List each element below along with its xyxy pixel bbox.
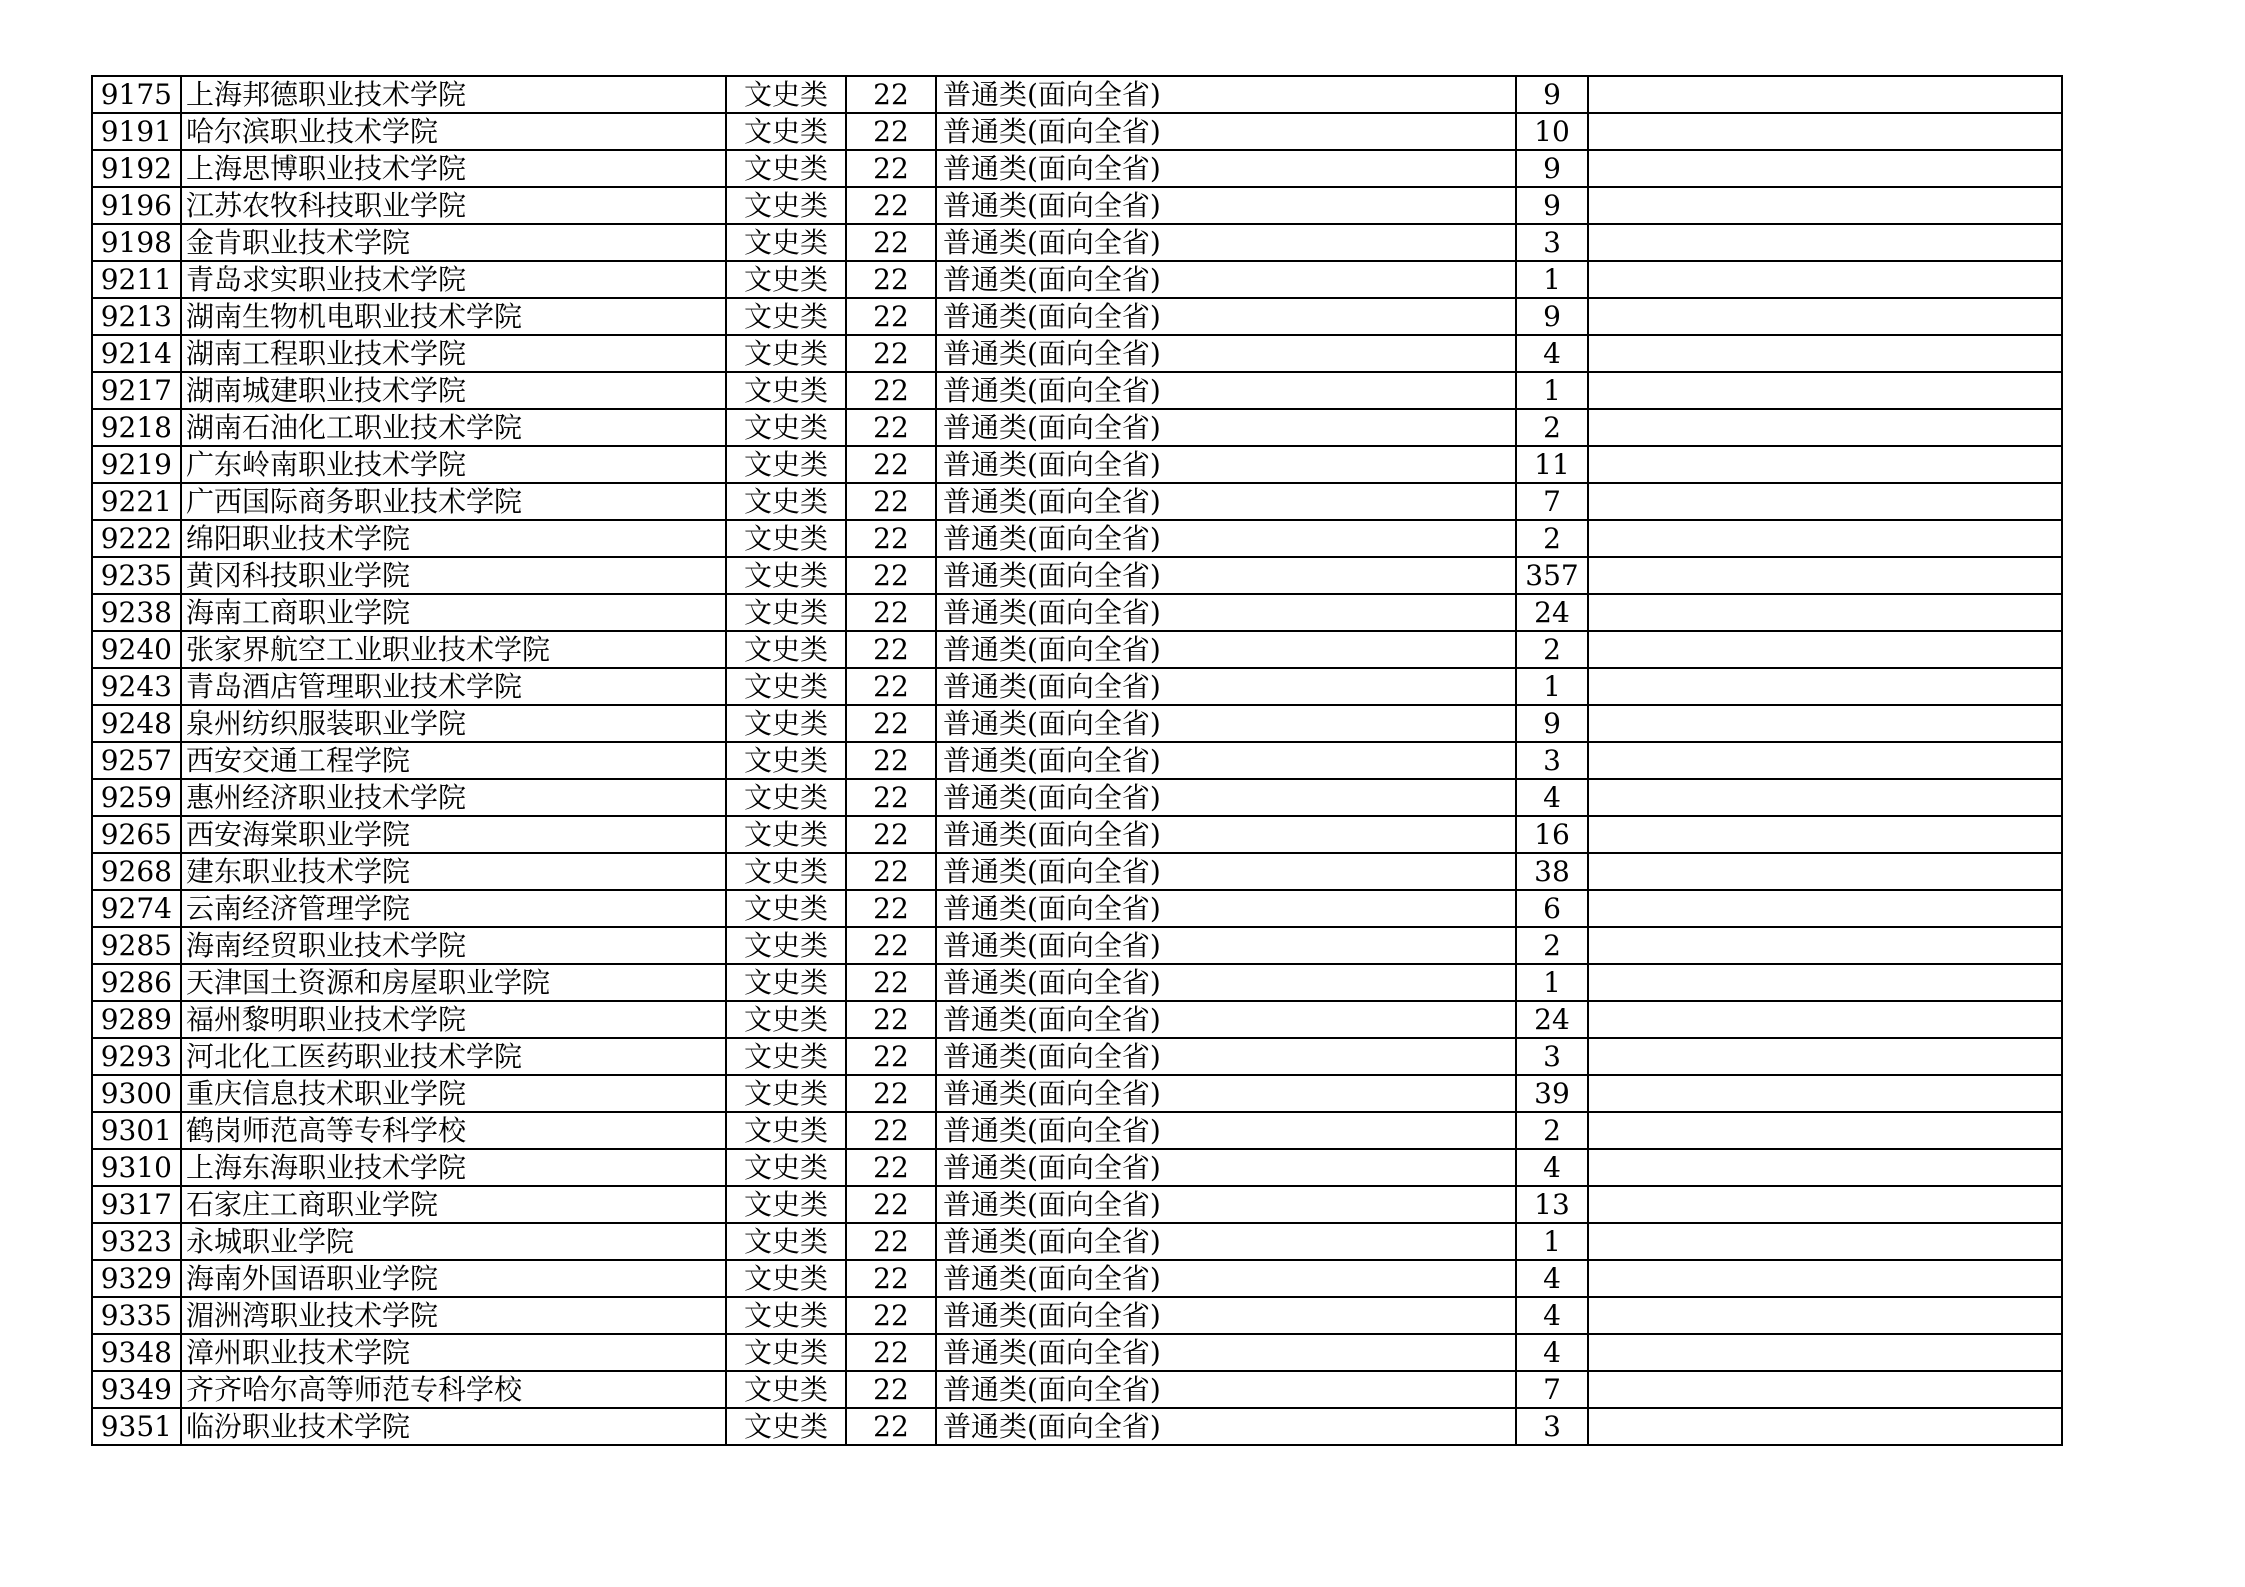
note-cell (1588, 1408, 2062, 1445)
school-name-cell: 哈尔滨职业技术学院 (181, 113, 726, 150)
category-cell: 文史类 (726, 1186, 846, 1223)
table-body (92, 76, 2062, 1445)
plan-count-cell: 24 (1516, 594, 1588, 631)
school-code-cell: 9285 (92, 927, 181, 964)
batch-cell: 22 (846, 853, 936, 890)
plan-type-cell: 普通类(面向全省) (936, 483, 1516, 520)
table-row (92, 1186, 2062, 1223)
plan-count-cell: 4 (1516, 1297, 1588, 1334)
batch-cell: 22 (846, 224, 936, 261)
category-cell: 文史类 (726, 1001, 846, 1038)
batch-cell: 22 (846, 1075, 936, 1112)
school-code-cell: 9192 (92, 150, 181, 187)
note-cell (1588, 1297, 2062, 1334)
plan-count-cell: 2 (1516, 1112, 1588, 1149)
batch-cell: 22 (846, 594, 936, 631)
table-row (92, 335, 2062, 372)
table-row (92, 816, 2062, 853)
plan-count-cell: 3 (1516, 224, 1588, 261)
category-cell: 文史类 (726, 779, 846, 816)
school-code-cell: 9198 (92, 224, 181, 261)
batch-cell: 22 (846, 446, 936, 483)
batch-cell: 22 (846, 298, 936, 335)
school-name-cell: 永城职业学院 (181, 1223, 726, 1260)
school-code-cell: 9274 (92, 890, 181, 927)
note-cell (1588, 631, 2062, 668)
category-cell: 文史类 (726, 631, 846, 668)
school-code-cell: 9235 (92, 557, 181, 594)
school-name-cell: 上海思博职业技术学院 (181, 150, 726, 187)
school-name-cell: 湖南生物机电职业技术学院 (181, 298, 726, 335)
batch-cell: 22 (846, 1149, 936, 1186)
plan-type-cell: 普通类(面向全省) (936, 779, 1516, 816)
plan-count-cell: 7 (1516, 1371, 1588, 1408)
category-cell: 文史类 (726, 668, 846, 705)
table-row (92, 1297, 2062, 1334)
batch-cell: 22 (846, 705, 936, 742)
batch-cell: 22 (846, 890, 936, 927)
plan-count-cell: 6 (1516, 890, 1588, 927)
plan-type-cell: 普通类(面向全省) (936, 890, 1516, 927)
school-code-cell: 9349 (92, 1371, 181, 1408)
school-name-cell: 绵阳职业技术学院 (181, 520, 726, 557)
plan-count-cell: 9 (1516, 705, 1588, 742)
school-name-cell: 江苏农牧科技职业学院 (181, 187, 726, 224)
batch-cell: 22 (846, 964, 936, 1001)
category-cell: 文史类 (726, 1112, 846, 1149)
school-name-cell: 海南经贸职业技术学院 (181, 927, 726, 964)
plan-type-cell: 普通类(面向全省) (936, 927, 1516, 964)
table-row (92, 1001, 2062, 1038)
school-code-cell: 9310 (92, 1149, 181, 1186)
batch-cell: 22 (846, 631, 936, 668)
batch-cell: 22 (846, 1260, 936, 1297)
plan-count-cell: 4 (1516, 335, 1588, 372)
school-code-cell: 9222 (92, 520, 181, 557)
table-row (92, 927, 2062, 964)
category-cell: 文史类 (726, 76, 846, 113)
school-name-cell: 湖南石油化工职业技术学院 (181, 409, 726, 446)
plan-count-cell: 9 (1516, 298, 1588, 335)
plan-type-cell: 普通类(面向全省) (936, 187, 1516, 224)
school-code-cell: 9175 (92, 76, 181, 113)
school-name-cell: 西安海棠职业学院 (181, 816, 726, 853)
school-code-cell: 9286 (92, 964, 181, 1001)
school-code-cell: 9301 (92, 1112, 181, 1149)
category-cell: 文史类 (726, 1149, 846, 1186)
note-cell (1588, 1260, 2062, 1297)
school-code-cell: 9335 (92, 1297, 181, 1334)
batch-cell: 22 (846, 150, 936, 187)
table-row (92, 631, 2062, 668)
plan-type-cell: 普通类(面向全省) (936, 1371, 1516, 1408)
school-name-cell: 黄冈科技职业学院 (181, 557, 726, 594)
category-cell: 文史类 (726, 372, 846, 409)
plan-count-cell: 9 (1516, 150, 1588, 187)
note-cell (1588, 335, 2062, 372)
plan-count-cell: 357 (1516, 557, 1588, 594)
category-cell: 文史类 (726, 816, 846, 853)
table-row (92, 520, 2062, 557)
batch-cell: 22 (846, 261, 936, 298)
plan-type-cell: 普通类(面向全省) (936, 853, 1516, 890)
school-code-cell: 9293 (92, 1038, 181, 1075)
table-row (92, 150, 2062, 187)
plan-count-cell: 10 (1516, 113, 1588, 150)
school-name-cell: 海南工商职业学院 (181, 594, 726, 631)
school-name-cell: 建东职业技术学院 (181, 853, 726, 890)
school-code-cell: 9211 (92, 261, 181, 298)
category-cell: 文史类 (726, 1223, 846, 1260)
plan-count-cell: 4 (1516, 1260, 1588, 1297)
school-code-cell: 9248 (92, 705, 181, 742)
batch-cell: 22 (846, 1038, 936, 1075)
batch-cell: 22 (846, 668, 936, 705)
plan-count-cell: 3 (1516, 1408, 1588, 1445)
table-row (92, 1334, 2062, 1371)
school-name-cell: 湄洲湾职业技术学院 (181, 1297, 726, 1334)
note-cell (1588, 187, 2062, 224)
table-row (92, 372, 2062, 409)
table-row (92, 705, 2062, 742)
school-name-cell: 临汾职业技术学院 (181, 1408, 726, 1445)
plan-type-cell: 普通类(面向全省) (936, 816, 1516, 853)
school-name-cell: 海南外国语职业学院 (181, 1260, 726, 1297)
school-name-cell: 石家庄工商职业学院 (181, 1186, 726, 1223)
category-cell: 文史类 (726, 298, 846, 335)
plan-count-cell: 4 (1516, 779, 1588, 816)
table-row (92, 261, 2062, 298)
note-cell (1588, 113, 2062, 150)
table-row (92, 779, 2062, 816)
plan-count-cell: 3 (1516, 1038, 1588, 1075)
plan-type-cell: 普通类(面向全省) (936, 668, 1516, 705)
category-cell: 文史类 (726, 964, 846, 1001)
note-cell (1588, 1223, 2062, 1260)
school-name-cell: 广西国际商务职业技术学院 (181, 483, 726, 520)
note-cell (1588, 1001, 2062, 1038)
note-cell (1588, 927, 2062, 964)
plan-type-cell: 普通类(面向全省) (936, 1075, 1516, 1112)
table-row (92, 668, 2062, 705)
category-cell: 文史类 (726, 890, 846, 927)
school-name-cell: 鹤岗师范高等专科学校 (181, 1112, 726, 1149)
school-code-cell: 9218 (92, 409, 181, 446)
plan-type-cell: 普通类(面向全省) (936, 335, 1516, 372)
school-name-cell: 西安交通工程学院 (181, 742, 726, 779)
note-cell (1588, 742, 2062, 779)
school-code-cell: 9259 (92, 779, 181, 816)
school-code-cell: 9323 (92, 1223, 181, 1260)
plan-type-cell: 普通类(面向全省) (936, 113, 1516, 150)
table-row (92, 483, 2062, 520)
note-cell (1588, 1149, 2062, 1186)
school-name-cell: 河北化工医药职业技术学院 (181, 1038, 726, 1075)
plan-type-cell: 普通类(面向全省) (936, 150, 1516, 187)
note-cell (1588, 557, 2062, 594)
plan-count-cell: 38 (1516, 853, 1588, 890)
school-code-cell: 9221 (92, 483, 181, 520)
table-row (92, 1038, 2062, 1075)
batch-cell: 22 (846, 1186, 936, 1223)
plan-type-cell: 普通类(面向全省) (936, 1334, 1516, 1371)
category-cell: 文史类 (726, 335, 846, 372)
note-cell (1588, 816, 2062, 853)
note-cell (1588, 1371, 2062, 1408)
note-cell (1588, 298, 2062, 335)
note-cell (1588, 594, 2062, 631)
plan-type-cell: 普通类(面向全省) (936, 1149, 1516, 1186)
category-cell: 文史类 (726, 150, 846, 187)
school-code-cell: 9214 (92, 335, 181, 372)
plan-count-cell: 2 (1516, 631, 1588, 668)
category-cell: 文史类 (726, 409, 846, 446)
batch-cell: 22 (846, 1001, 936, 1038)
plan-count-cell: 11 (1516, 446, 1588, 483)
table-row (92, 409, 2062, 446)
school-code-cell: 9300 (92, 1075, 181, 1112)
plan-type-cell: 普通类(面向全省) (936, 594, 1516, 631)
plan-type-cell: 普通类(面向全省) (936, 631, 1516, 668)
plan-type-cell: 普通类(面向全省) (936, 298, 1516, 335)
plan-count-cell: 2 (1516, 409, 1588, 446)
note-cell (1588, 779, 2062, 816)
plan-count-cell: 1 (1516, 964, 1588, 1001)
plan-count-cell: 9 (1516, 76, 1588, 113)
plan-type-cell: 普通类(面向全省) (936, 1297, 1516, 1334)
category-cell: 文史类 (726, 113, 846, 150)
table-row (92, 1371, 2062, 1408)
table-row (92, 594, 2062, 631)
plan-type-cell: 普通类(面向全省) (936, 1001, 1516, 1038)
note-cell (1588, 1075, 2062, 1112)
school-name-cell: 重庆信息技术职业学院 (181, 1075, 726, 1112)
school-name-cell: 湖南城建职业技术学院 (181, 372, 726, 409)
school-name-cell: 天津国土资源和房屋职业学院 (181, 964, 726, 1001)
plan-count-cell: 39 (1516, 1075, 1588, 1112)
table-row (92, 1075, 2062, 1112)
note-cell (1588, 890, 2062, 927)
category-cell: 文史类 (726, 853, 846, 890)
batch-cell: 22 (846, 76, 936, 113)
note-cell (1588, 668, 2062, 705)
plan-count-cell: 13 (1516, 1186, 1588, 1223)
batch-cell: 22 (846, 779, 936, 816)
category-cell: 文史类 (726, 187, 846, 224)
note-cell (1588, 1112, 2062, 1149)
category-cell: 文史类 (726, 446, 846, 483)
plan-count-cell: 4 (1516, 1334, 1588, 1371)
plan-count-cell: 1 (1516, 668, 1588, 705)
table-row (92, 557, 2062, 594)
table-row (92, 890, 2062, 927)
batch-cell: 22 (846, 372, 936, 409)
category-cell: 文史类 (726, 520, 846, 557)
plan-type-cell: 普通类(面向全省) (936, 742, 1516, 779)
batch-cell: 22 (846, 409, 936, 446)
school-name-cell: 青岛求实职业技术学院 (181, 261, 726, 298)
school-code-cell: 9317 (92, 1186, 181, 1223)
school-code-cell: 9265 (92, 816, 181, 853)
note-cell (1588, 520, 2062, 557)
school-code-cell: 9213 (92, 298, 181, 335)
school-code-cell: 9238 (92, 594, 181, 631)
batch-cell: 22 (846, 187, 936, 224)
note-cell (1588, 964, 2062, 1001)
school-code-cell: 9196 (92, 187, 181, 224)
note-cell (1588, 261, 2062, 298)
batch-cell: 22 (846, 1297, 936, 1334)
plan-type-cell: 普通类(面向全省) (936, 1038, 1516, 1075)
school-code-cell: 9191 (92, 113, 181, 150)
school-code-cell: 9243 (92, 668, 181, 705)
note-cell (1588, 483, 2062, 520)
plan-count-cell: 1 (1516, 1223, 1588, 1260)
plan-count-cell: 4 (1516, 1149, 1588, 1186)
school-name-cell: 漳州职业技术学院 (181, 1334, 726, 1371)
note-cell (1588, 853, 2062, 890)
table-row (92, 1112, 2062, 1149)
plan-count-cell: 2 (1516, 927, 1588, 964)
school-name-cell: 泉州纺织服装职业学院 (181, 705, 726, 742)
plan-type-cell: 普通类(面向全省) (936, 520, 1516, 557)
table-row (92, 1260, 2062, 1297)
note-cell (1588, 1334, 2062, 1371)
note-cell (1588, 446, 2062, 483)
table-row (92, 446, 2062, 483)
plan-count-cell: 1 (1516, 372, 1588, 409)
category-cell: 文史类 (726, 1297, 846, 1334)
category-cell: 文史类 (726, 224, 846, 261)
plan-type-cell: 普通类(面向全省) (936, 372, 1516, 409)
plan-count-cell: 7 (1516, 483, 1588, 520)
plan-type-cell: 普通类(面向全省) (936, 1223, 1516, 1260)
note-cell (1588, 372, 2062, 409)
plan-count-cell: 3 (1516, 742, 1588, 779)
category-cell: 文史类 (726, 557, 846, 594)
category-cell: 文史类 (726, 1408, 846, 1445)
batch-cell: 22 (846, 927, 936, 964)
batch-cell: 22 (846, 1112, 936, 1149)
plan-type-cell: 普通类(面向全省) (936, 1186, 1516, 1223)
category-cell: 文史类 (726, 1260, 846, 1297)
plan-type-cell: 普通类(面向全省) (936, 446, 1516, 483)
note-cell (1588, 224, 2062, 261)
table-row (92, 298, 2062, 335)
batch-cell: 22 (846, 1334, 936, 1371)
school-code-cell: 9219 (92, 446, 181, 483)
school-name-cell: 张家界航空工业职业技术学院 (181, 631, 726, 668)
admission-plan-table (91, 75, 2063, 1446)
plan-type-cell: 普通类(面向全省) (936, 1112, 1516, 1149)
plan-type-cell: 普通类(面向全省) (936, 261, 1516, 298)
school-code-cell: 9351 (92, 1408, 181, 1445)
batch-cell: 22 (846, 1408, 936, 1445)
batch-cell: 22 (846, 816, 936, 853)
school-code-cell: 9348 (92, 1334, 181, 1371)
school-code-cell: 9268 (92, 853, 181, 890)
category-cell: 文史类 (726, 483, 846, 520)
note-cell (1588, 1186, 2062, 1223)
batch-cell: 22 (846, 1371, 936, 1408)
plan-type-cell: 普通类(面向全省) (936, 409, 1516, 446)
table-row (92, 1149, 2062, 1186)
plan-type-cell: 普通类(面向全省) (936, 705, 1516, 742)
table-row (92, 853, 2062, 890)
note-cell (1588, 150, 2062, 187)
batch-cell: 22 (846, 1223, 936, 1260)
table-row (92, 224, 2062, 261)
plan-count-cell: 24 (1516, 1001, 1588, 1038)
plan-count-cell: 9 (1516, 187, 1588, 224)
plan-count-cell: 1 (1516, 261, 1588, 298)
school-code-cell: 9217 (92, 372, 181, 409)
category-cell: 文史类 (726, 1075, 846, 1112)
plan-type-cell: 普通类(面向全省) (936, 557, 1516, 594)
plan-type-cell: 普通类(面向全省) (936, 1408, 1516, 1445)
school-name-cell: 云南经济管理学院 (181, 890, 726, 927)
school-name-cell: 广东岭南职业技术学院 (181, 446, 726, 483)
category-cell: 文史类 (726, 594, 846, 631)
batch-cell: 22 (846, 742, 936, 779)
category-cell: 文史类 (726, 705, 846, 742)
school-name-cell: 上海东海职业技术学院 (181, 1149, 726, 1186)
school-name-cell: 青岛酒店管理职业技术学院 (181, 668, 726, 705)
note-cell (1588, 705, 2062, 742)
school-name-cell: 惠州经济职业技术学院 (181, 779, 726, 816)
note-cell (1588, 1038, 2062, 1075)
category-cell: 文史类 (726, 1371, 846, 1408)
plan-count-cell: 16 (1516, 816, 1588, 853)
plan-type-cell: 普通类(面向全省) (936, 224, 1516, 261)
table-row (92, 76, 2062, 113)
school-name-cell: 齐齐哈尔高等师范专科学校 (181, 1371, 726, 1408)
category-cell: 文史类 (726, 1038, 846, 1075)
note-cell (1588, 409, 2062, 446)
batch-cell: 22 (846, 483, 936, 520)
school-name-cell: 福州黎明职业技术学院 (181, 1001, 726, 1038)
batch-cell: 22 (846, 520, 936, 557)
plan-type-cell: 普通类(面向全省) (936, 1260, 1516, 1297)
table-row (92, 187, 2062, 224)
category-cell: 文史类 (726, 927, 846, 964)
note-cell (1588, 76, 2062, 113)
school-name-cell: 湖南工程职业技术学院 (181, 335, 726, 372)
school-code-cell: 9257 (92, 742, 181, 779)
batch-cell: 22 (846, 335, 936, 372)
plan-type-cell: 普通类(面向全省) (936, 76, 1516, 113)
table-row (92, 964, 2062, 1001)
school-name-cell: 金肯职业技术学院 (181, 224, 726, 261)
table-row (92, 1223, 2062, 1260)
school-code-cell: 9329 (92, 1260, 181, 1297)
batch-cell: 22 (846, 113, 936, 150)
category-cell: 文史类 (726, 742, 846, 779)
plan-type-cell: 普通类(面向全省) (936, 964, 1516, 1001)
table-row (92, 742, 2062, 779)
table-row (92, 1408, 2062, 1445)
plan-count-cell: 2 (1516, 520, 1588, 557)
category-cell: 文史类 (726, 261, 846, 298)
school-code-cell: 9289 (92, 1001, 181, 1038)
table-row (92, 113, 2062, 150)
batch-cell: 22 (846, 557, 936, 594)
school-name-cell: 上海邦德职业技术学院 (181, 76, 726, 113)
school-code-cell: 9240 (92, 631, 181, 668)
category-cell: 文史类 (726, 1334, 846, 1371)
